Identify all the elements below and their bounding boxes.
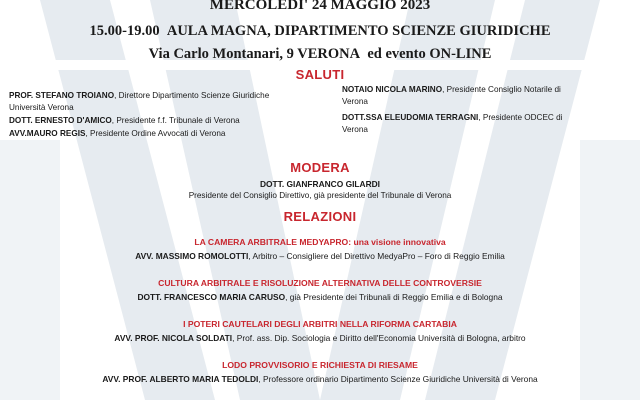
speaker-role: , Professore ordinario Dipartimento Scienze Giuridiche Università di Verona	[258, 374, 538, 384]
talk-title: CULTURA ARBITRALE E RISOLUZIONE ALTERNATIVA DELLE CONTROVERSIE	[158, 278, 482, 288]
event-address: Via Carlo Montanari, 9 VERONA	[148, 46, 361, 62]
speaker-name: AVV. PROF. NICOLA SOLDATI	[114, 333, 233, 343]
speaker-role: , Presidente f.f. Tribunale di Verona	[111, 116, 240, 125]
speaker-role-cont: Verona	[342, 125, 368, 134]
event-address-line	[0, 46, 640, 63]
event-date: MERCOLEDI' 24 MAGGIO 2023	[209, 0, 431, 13]
speaker-name: AVV. MASSIMO ROMOLOTTI	[135, 251, 249, 261]
saluti-right-entry	[342, 112, 624, 136]
talk-speaker	[0, 292, 640, 302]
speaker-name: AVV. PROF. ALBERTO MARIA TEDOLDI	[102, 374, 259, 384]
saluti-left-entry	[9, 90, 329, 114]
event-time-venue	[0, 23, 640, 40]
speaker-role: , Presidente Ordine Avvocati di Verona	[85, 129, 226, 138]
speaker-name: AVV.MAURO REGIS	[9, 129, 86, 138]
saluti-left-entry	[9, 115, 329, 127]
event-online-note: ed evento ON-LINE	[367, 46, 492, 62]
talk-title: LODO PROVVISORIO E RICHIESTA DI RIESAME	[222, 360, 418, 370]
saluti-title: SALUTI	[295, 67, 345, 82]
talk-speaker	[0, 374, 640, 384]
speaker-role: , Prof. ass. Dip. Sociologia e Diritto dell'Economia Università di Bologna, arbitro	[232, 333, 526, 343]
event-time: 15.00-19.00	[89, 23, 160, 39]
event-venue: AULA MAGNA, DIPARTIMENTO SCIENZE GIURIDICHE	[166, 23, 551, 39]
moderator-role: Presidente del Consiglio Direttivo, già presidente del Tribunale di Verona	[188, 191, 452, 200]
talk-speaker	[0, 251, 640, 261]
speaker-role-cont: Verona	[342, 97, 368, 106]
saluti-left-entry	[9, 128, 329, 140]
speaker-name: PROF. STEFANO TROIANO	[9, 91, 115, 100]
speaker-role: , già Presidente dei Tribunali di Reggio Emilia e di Bologna	[285, 292, 503, 302]
speaker-name: DOTT. FRANCESCO MARIA CARUSO	[137, 292, 286, 302]
speaker-role-cont: Università Verona	[9, 103, 74, 112]
saluti-right-entry	[342, 84, 624, 108]
moderator-name: DOTT. GIANFRANCO GILARDI	[259, 179, 381, 189]
talk-title: LA CAMERA ARBITRALE MEDYAPRO: una visione innovativa	[194, 237, 446, 247]
speaker-name: DOTT.SSA ELEUDOMIA TERRAGNI	[342, 113, 479, 122]
talk-speaker	[0, 333, 640, 343]
speaker-role: , Arbitro – Consigliere del Direttivo MedyaPro – Foro di Reggio Emilia	[248, 251, 505, 261]
talk-title: I POTERI CAUTELARI DEGLI ARBITRI NELLA RIFORMA CARTABIA	[183, 319, 457, 329]
speaker-role: , Presidente ODCEC di	[478, 113, 563, 122]
speaker-name: DOTT. ERNESTO D'AMICO	[9, 116, 112, 125]
speaker-role: , Direttore Dipartimento Scienze Giuridiche	[114, 91, 270, 100]
relazioni-title: RELAZIONI	[283, 209, 357, 224]
speaker-role: , Presidente Consiglio Notarile di	[442, 85, 561, 94]
speaker-name: NOTAIO NICOLA MARINO	[342, 85, 443, 94]
modera-title: MODERA	[290, 160, 350, 175]
